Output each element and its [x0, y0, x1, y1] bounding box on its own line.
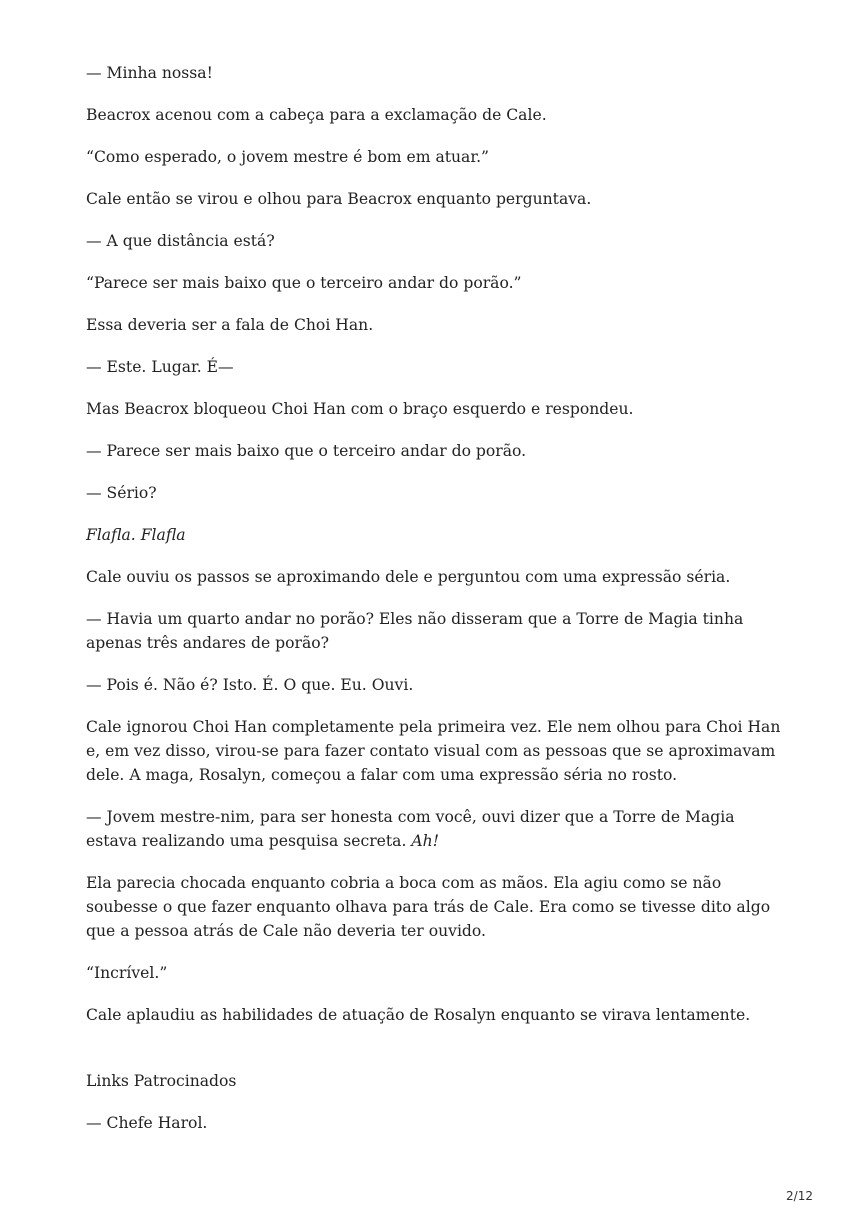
sponsored-links-label: Links Patrocinados [86, 1072, 237, 1090]
paragraph: — Pois é. Não é? Isto. É. O que. Eu. Ouvi. [86, 676, 414, 694]
paragraph: “Como esperado, o jovem mestre é bom em atuar.” [86, 148, 490, 166]
paragraph: Essa deveria ser a fala de Choi Han. [86, 316, 374, 334]
paragraph [86, 805, 786, 853]
paragraph: Cale ignorou Choi Han completamente pela primeira vez. Ele nem olhou para Choi Han e, em vez disso, virou-se para fazer contato visual com as pessoas que se aproximavam dele. A maga, Rosalyn, começou a falar com uma expressão séria no rosto. [86, 718, 781, 784]
paragraph-italic-exclamation: Ah! [411, 832, 439, 850]
paragraph: Cale então se virou e olhou para Beacrox enquanto perguntava. [86, 190, 592, 208]
paragraph-text: — Jovem mestre-nim, para ser honesta com você, ouvi dizer que a Torre de Magia estava realizando uma pesquisa secreta. [86, 808, 735, 850]
paragraph: — Chefe Harol. [86, 1114, 208, 1132]
paragraph: — Minha nossa! [86, 64, 213, 82]
paragraph: Mas Beacrox bloqueou Choi Han com o braço esquerdo e respondeu. [86, 400, 634, 418]
paragraph: — Havia um quarto andar no porão? Eles não disseram que a Torre de Magia tinha apenas três andares de porão? [86, 610, 744, 652]
paragraph: — A que distância está? [86, 232, 275, 250]
paragraph: — Sério? [86, 484, 157, 502]
paragraph: — Este. Lugar. É— [86, 358, 234, 376]
paragraph: Beacrox acenou com a cabeça para a exclamação de Cale. [86, 106, 547, 124]
page-number: 2/12 [786, 1189, 813, 1203]
paragraph: “Parece ser mais baixo que o terceiro andar do porão.” [86, 274, 522, 292]
paragraph: — Parece ser mais baixo que o terceiro andar do porão. [86, 442, 527, 460]
paragraph: Ela parecia chocada enquanto cobria a boca com as mãos. Ela agiu como se não soubesse o que fazer enquanto olhava para trás de Cale. Era como se tivesse dito algo que a pessoa atrás de Cale não deveria ter ouvido. [86, 874, 771, 940]
paragraph: Cale aplaudiu as habilidades de atuação de Rosalyn enquanto se virava lentamente. [86, 1006, 751, 1024]
paragraph: Cale ouviu os passos se aproximando dele e perguntou com uma expressão séria. [86, 568, 731, 586]
document-body [86, 61, 786, 1153]
paragraph: “Incrível.” [86, 964, 168, 982]
sound-effect-paragraph: Flafla. Flafla [86, 526, 186, 544]
